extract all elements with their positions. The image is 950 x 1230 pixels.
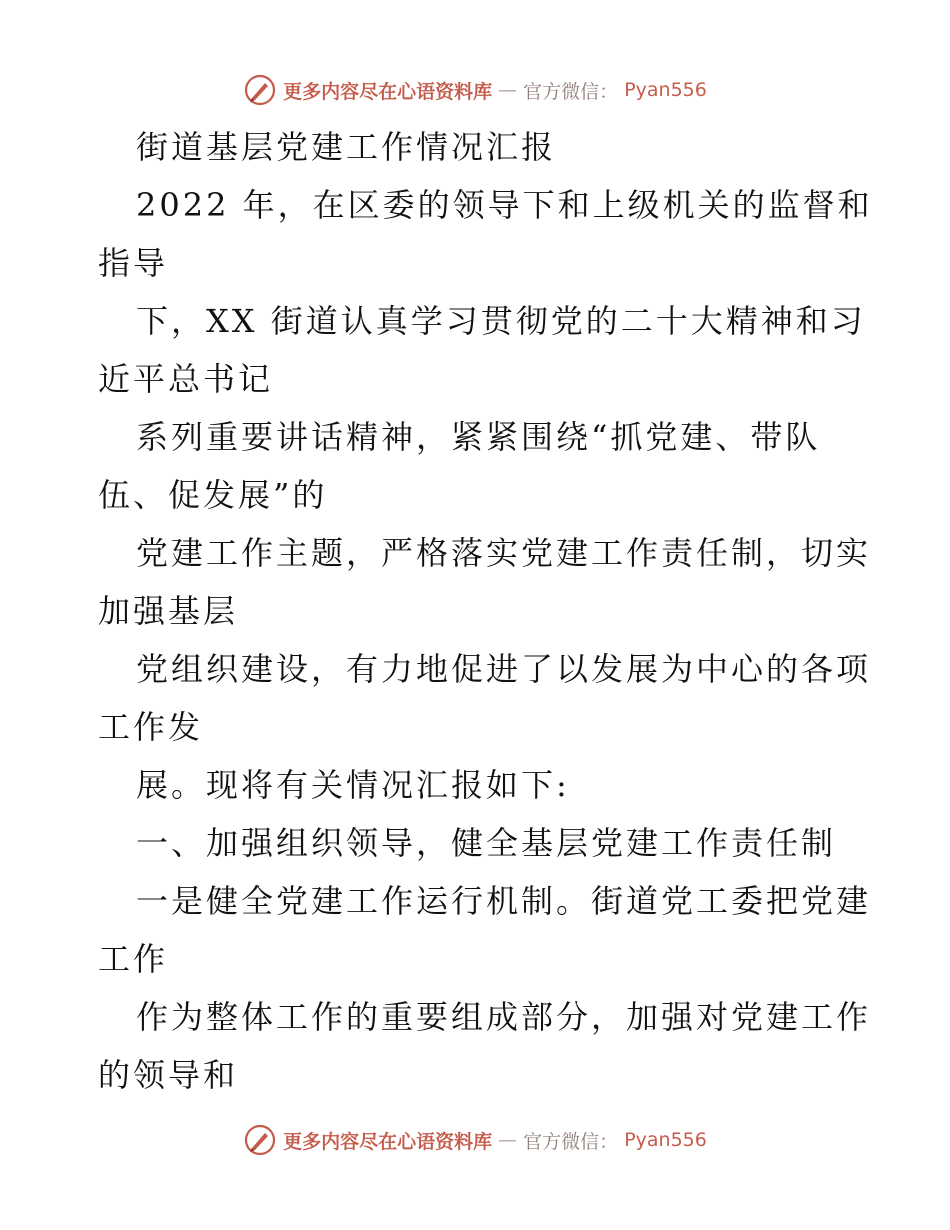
- document-text-line: 近平总书记: [98, 360, 274, 398]
- document-text-line: 展。现将有关情况汇报如下:: [136, 766, 570, 804]
- document-text-line: 下，XX 街道认真学习贯彻党的二十大精神和习: [136, 302, 866, 340]
- document-text-line: 党建工作主题，严格落实党建工作责任制，切实: [136, 534, 872, 572]
- banner-wechat-label: 官方微信：: [523, 1130, 619, 1153]
- quill-pen-logo-icon: [243, 1123, 277, 1157]
- document-text-line: 2022 年，在区委的领导下和上级机关的监督和: [136, 186, 873, 224]
- document-text-line: 工作发: [98, 708, 204, 746]
- footer-watermark-banner: [0, 1120, 950, 1160]
- document-text-line: 伍、促发展”的: [98, 476, 328, 514]
- document-text-line: 系列重要讲话精神，紧紧围绕“抓党建、带队: [136, 418, 821, 456]
- document-title: 街道基层党建工作情况汇报: [136, 128, 557, 166]
- banner-site-text: 更多内容尽在心语资料库: [283, 80, 493, 103]
- document-text-line: 的领导和: [98, 1056, 239, 1094]
- banner-wechat-id: Pyan556: [624, 79, 707, 101]
- quill-pen-logo-icon: [243, 73, 277, 107]
- banner-wechat-id: Pyan556: [624, 1129, 707, 1151]
- document-text-line: 作为整体工作的重要组成部分，加强对党建工作: [136, 998, 872, 1036]
- banner-separator: —: [498, 1129, 518, 1151]
- banner-wechat-label: 官方微信：: [523, 80, 619, 103]
- document-text-line: 一是健全党建工作运行机制。街道党工委把党建: [136, 882, 872, 920]
- banner-separator: —: [498, 79, 518, 101]
- document-text-line: 工作: [98, 940, 169, 978]
- banner-site-text: 更多内容尽在心语资料库: [283, 1130, 493, 1153]
- document-text-line: 党组织建设，有力地促进了以发展为中心的各项: [136, 650, 872, 688]
- document-text-line: 一、加强组织领导，健全基层党建工作责任制: [136, 824, 837, 862]
- header-watermark-banner: [0, 70, 950, 110]
- document-body: [98, 118, 873, 1104]
- document-text-line: 指导: [98, 244, 169, 282]
- document-text-line: 加强基层: [98, 592, 239, 630]
